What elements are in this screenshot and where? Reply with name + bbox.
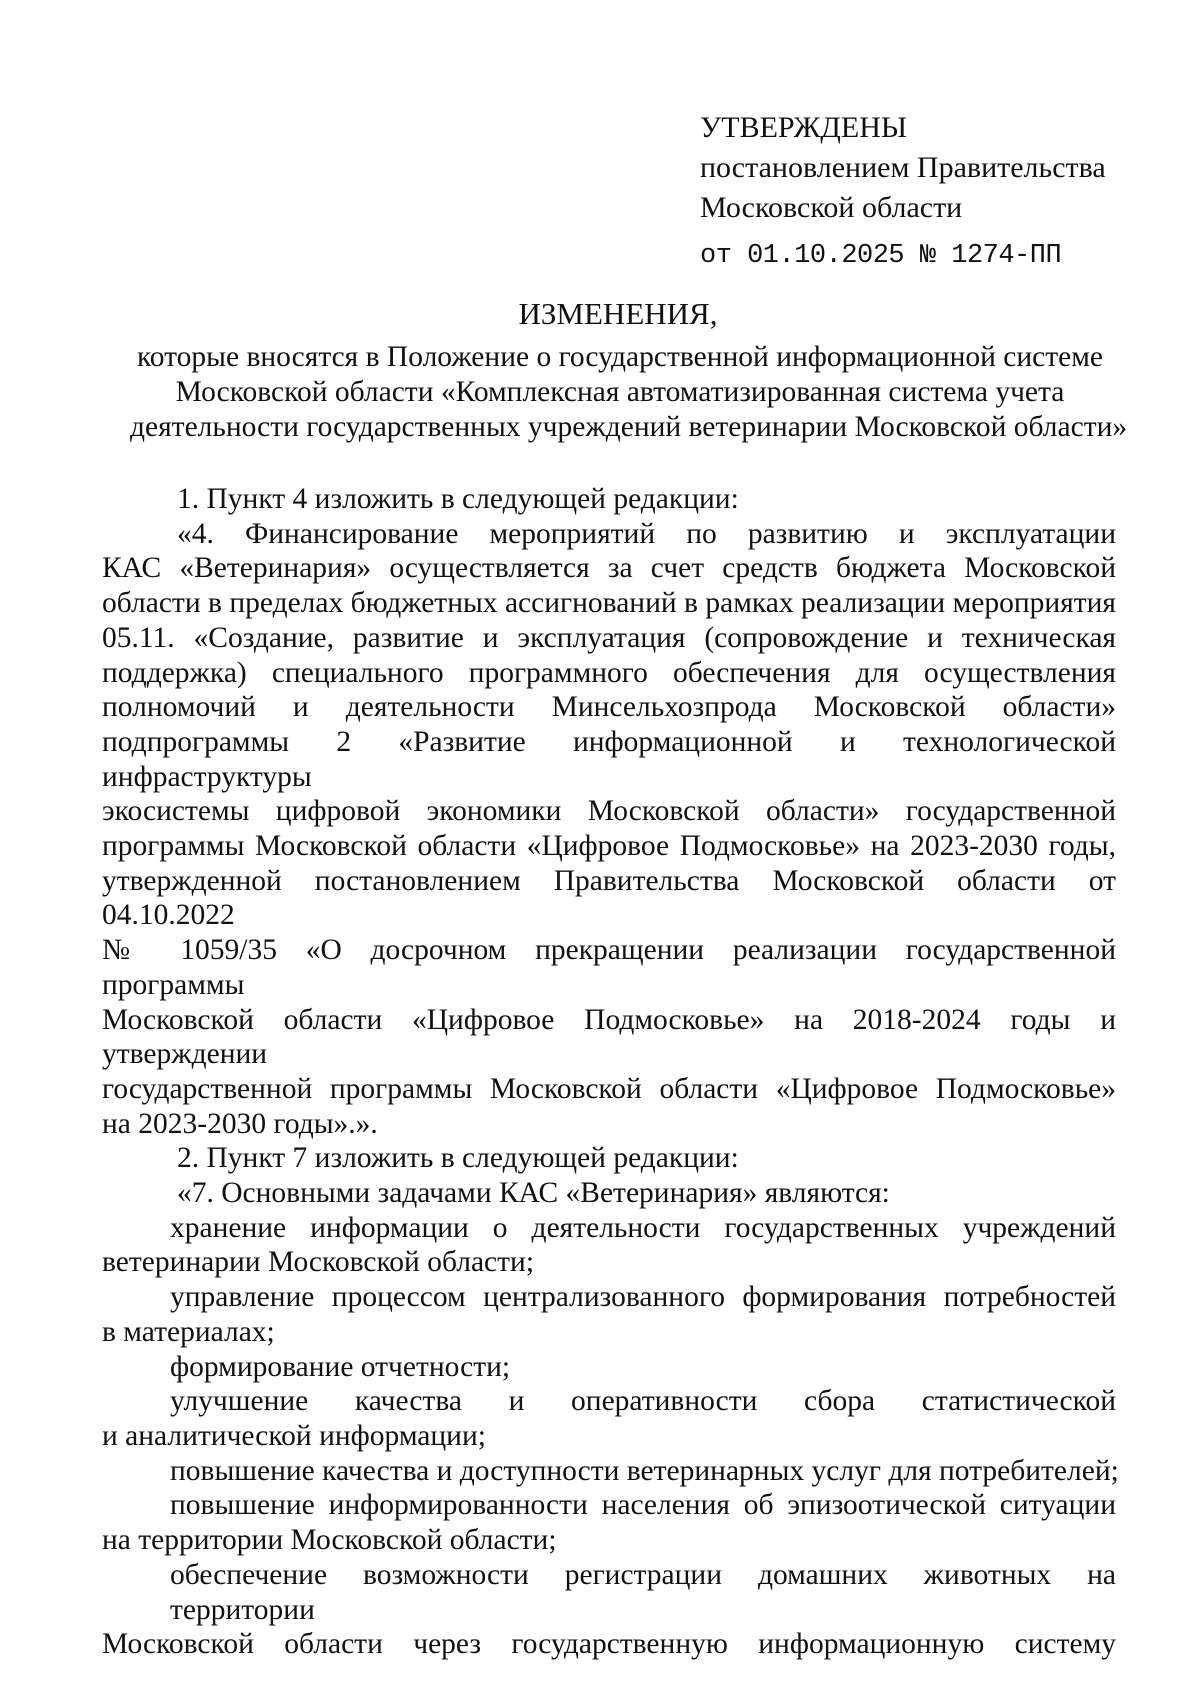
approval-block bbox=[700, 108, 1106, 276]
paragraph-line: КАС «Ветеринария» осуществляется за счет средств бюджета Московской bbox=[102, 552, 1116, 585]
subtitle-line: деятельности государственных учреждений ветеринарии Московской области» bbox=[130, 411, 1128, 443]
approval-date-number: от 01.10.2025 № 1274-ПП bbox=[700, 241, 1062, 271]
list-item-line: повышение качества и доступности ветеринарных услуг для потребителей; bbox=[170, 1454, 1119, 1487]
paragraph-line: Московской области «Цифровое Подмосковье» на 2018-2024 годы и утверждении bbox=[102, 1003, 1116, 1071]
item-1-heading: 1. Пункт 4 изложить в следующей редакции: bbox=[177, 483, 739, 515]
paragraph-line: № 1059/35 «О досрочном прекращении реализации государственной программы bbox=[102, 934, 1116, 1001]
document-subtitle bbox=[130, 340, 1128, 445]
paragraph-line: области в пределах бюджетных ассигнований в рамках реализации мероприятия bbox=[102, 587, 1116, 620]
paragraph-line: «4. Финансирование мероприятий по развитию и эксплуатации bbox=[177, 517, 1116, 550]
list-item-line: улучшение качества и оперативности сбора статистической bbox=[170, 1385, 1116, 1418]
subtitle-line: Московской области «Комплексная автоматизированная система учета bbox=[175, 376, 1065, 408]
subtitle-line: которые вносятся в Положение о государственной информационной системе bbox=[136, 341, 1104, 373]
paragraph-line: на 2023-2030 годы».». bbox=[102, 1107, 378, 1140]
paragraph-line: подпрограммы 2 «Развитие информационной и технологической инфраструктуры bbox=[102, 725, 1116, 793]
paragraph-line: поддержка) специального программного обеспечения для осуществления bbox=[102, 656, 1116, 689]
list-item-line: ветеринарии Московской области; bbox=[102, 1246, 535, 1279]
list-item-line: хранение информации о деятельности государственных учреждений bbox=[170, 1211, 1116, 1244]
document-title: ИЗМЕНЕНИЯ, bbox=[518, 296, 718, 331]
approval-line-1: постановлением Правительства bbox=[700, 151, 1106, 184]
paragraph-line: «7. Основными задачами КАС «Ветеринария» являются: bbox=[177, 1177, 890, 1210]
list-item-line: в материалах; bbox=[102, 1315, 275, 1348]
approval-heading: УТВЕРЖДЕНЫ bbox=[700, 111, 908, 144]
paragraph-line: экосистемы цифровой экономики Московской области» государственной bbox=[102, 795, 1116, 828]
item-2-heading: 2. Пункт 7 изложить в следующей редакции: bbox=[177, 1142, 739, 1175]
list-item-line: и аналитической информации; bbox=[102, 1419, 486, 1452]
list-item-line: управление процессом централизованного формирования потребностей bbox=[170, 1281, 1116, 1314]
approval-line-2: Московской области bbox=[700, 191, 963, 224]
list-item-line: повышение информированности населения об эпизоотической ситуации bbox=[170, 1489, 1116, 1522]
document-body bbox=[102, 482, 1119, 1662]
paragraph-line: утвержденной постановлением Правительства Московской области от 04.10.2022 bbox=[102, 864, 1116, 932]
list-item-line: на территории Московской области; bbox=[102, 1524, 557, 1557]
paragraph-line: государственной программы Московской области «Цифровое Подмосковье» bbox=[102, 1072, 1116, 1105]
paragraph-line: программы Московской области «Цифровое Подмосковье» на 2023-2030 годы, bbox=[102, 830, 1116, 863]
paragraph-line: полномочий и деятельности Минсельхозпрода Московской области» bbox=[102, 691, 1116, 724]
paragraph-line: 05.11. «Создание, развитие и эксплуатация (сопровождение и техническая bbox=[102, 621, 1116, 654]
list-item-line: Московской области через государственную информационную систему bbox=[102, 1628, 1116, 1661]
list-item-line: обеспечение возможности регистрации домашних животных на территории bbox=[170, 1558, 1116, 1626]
list-item-line: формирование отчетности; bbox=[170, 1350, 511, 1383]
